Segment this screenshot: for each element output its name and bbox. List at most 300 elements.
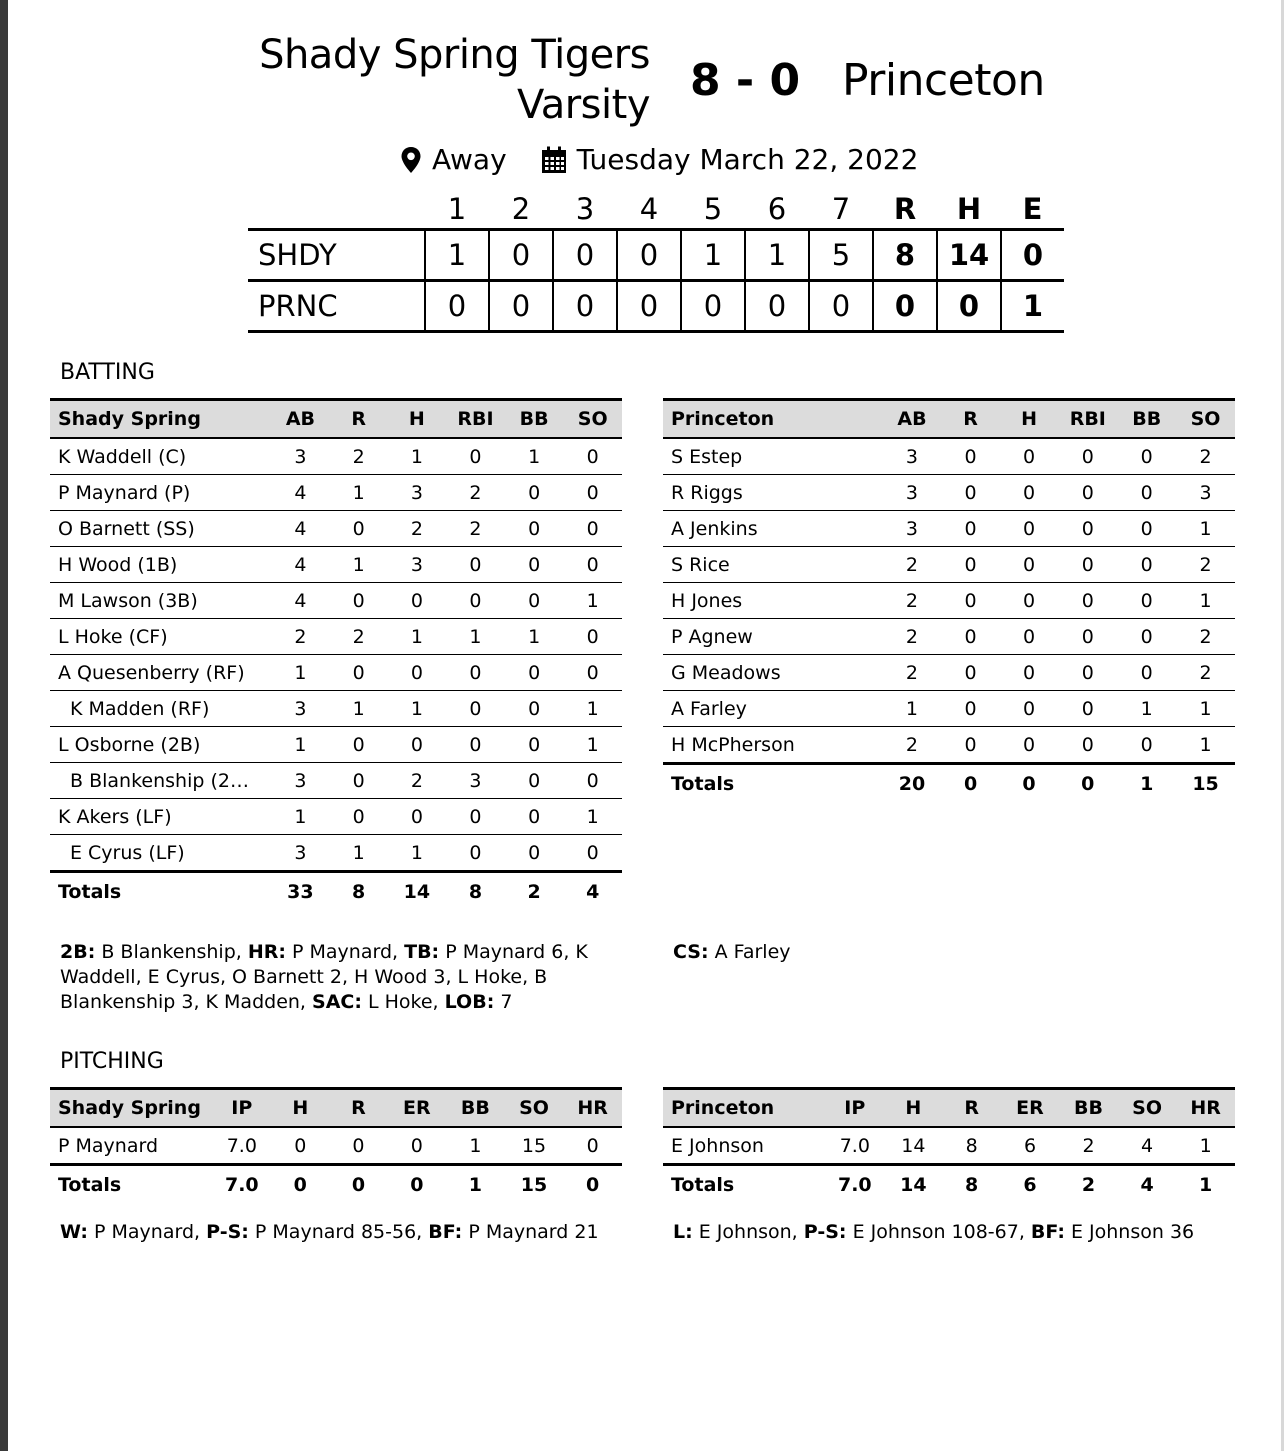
totals-value: 15 xyxy=(1192,773,1219,795)
stat-value: 0 xyxy=(1000,583,1058,619)
stat-value: 0 xyxy=(1117,438,1176,475)
table-row xyxy=(50,475,622,511)
linescore-cell: 14 xyxy=(937,230,1001,281)
note-text: P Maynard 21 xyxy=(462,1221,599,1243)
linescore-cell: 1 xyxy=(745,230,809,281)
note-text: E Johnson, xyxy=(692,1221,804,1243)
stat-value: 0 xyxy=(446,438,505,475)
stat-value: 4 xyxy=(271,475,330,511)
linescore-cell: 0 xyxy=(937,281,1001,332)
stat-value: 4 xyxy=(1118,1127,1177,1165)
totals-row xyxy=(50,1165,622,1205)
stat-value: 0 xyxy=(505,763,564,799)
player-name: A Quesenberry (RF) xyxy=(50,655,271,691)
note-text: P Maynard 85-56, xyxy=(248,1221,429,1243)
calendar-icon xyxy=(541,146,567,174)
stat-value: 1 xyxy=(505,619,564,655)
location-text: Away xyxy=(432,143,507,176)
note-text: E Johnson 108-67, xyxy=(846,1221,1031,1243)
note-text: A Farley xyxy=(708,941,791,963)
stat-column-header: BB xyxy=(1059,1089,1118,1128)
stat-value: 4 xyxy=(271,547,330,583)
totals-value: 7.0 xyxy=(224,1174,259,1196)
player-name: K Akers (LF) xyxy=(50,799,271,835)
stat-value: 3 xyxy=(883,511,942,547)
linescore-cell: 8 xyxy=(873,230,937,281)
stat-column-header: Shady Spring xyxy=(50,1089,212,1128)
stat-value: 0 xyxy=(941,511,999,547)
stat-column-header: SO xyxy=(563,400,622,439)
stat-value: 0 xyxy=(330,799,388,835)
stat-column-header: Shady Spring xyxy=(50,400,271,439)
stat-column-header: SO xyxy=(505,1089,564,1128)
team-name-line2: Varsity xyxy=(516,82,650,128)
linescore-cell: 0 xyxy=(745,281,809,332)
stat-value: 0 xyxy=(1000,438,1058,475)
stat-value: 1 xyxy=(388,438,446,475)
stat-value: 15 xyxy=(505,1127,564,1165)
note-label: BF: xyxy=(428,1221,463,1243)
stat-value: 2 xyxy=(883,547,942,583)
table-row xyxy=(50,438,622,475)
stat-value: 1 xyxy=(563,799,622,835)
stat-value: 1 xyxy=(330,835,388,872)
totals-value: 2 xyxy=(527,881,541,903)
totals-value: Totals xyxy=(671,773,735,795)
stat-column-header: R xyxy=(943,1089,1001,1128)
player-name: M Lawson (3B) xyxy=(50,583,271,619)
stat-value: 0 xyxy=(446,691,505,727)
totals-value: 8 xyxy=(352,881,366,903)
stat-value: 0 xyxy=(330,655,388,691)
left-window-edge xyxy=(0,0,8,1451)
stat-value: 0 xyxy=(330,727,388,763)
stat-value: 1 xyxy=(1176,691,1235,727)
totals-value: 14 xyxy=(403,881,431,903)
stat-value: 0 xyxy=(1117,619,1176,655)
stat-value: 0 xyxy=(388,655,446,691)
linescore-cell: 0 xyxy=(425,281,489,332)
totals-value: 33 xyxy=(287,881,314,903)
linescore-header xyxy=(248,190,1064,230)
stat-value: 2 xyxy=(388,511,446,547)
stat-value: 0 xyxy=(563,619,622,655)
stat-value: 3 xyxy=(271,691,330,727)
note-text: B Blankenship, xyxy=(95,941,248,963)
stat-column-header: RBI xyxy=(1058,400,1117,439)
stat-value: 0 xyxy=(1058,655,1117,691)
stat-value: 2 xyxy=(1176,547,1235,583)
totals-value: 8 xyxy=(965,1174,979,1196)
home-pitching-notes xyxy=(60,1220,620,1245)
away-pitching-table xyxy=(663,1087,1235,1204)
stat-value: 0 xyxy=(446,727,505,763)
totals-value: 0 xyxy=(410,1174,424,1196)
stat-value: 0 xyxy=(563,835,622,872)
totals-value: 15 xyxy=(520,1174,548,1196)
stat-value: 1 xyxy=(1176,511,1235,547)
stat-value: 0 xyxy=(1058,547,1117,583)
player-name: H McPherson xyxy=(663,727,883,764)
stat-value: 3 xyxy=(271,763,330,799)
stat-value: 0 xyxy=(941,655,999,691)
stat-value: 0 xyxy=(1117,511,1176,547)
stat-value: 0 xyxy=(941,727,999,764)
stat-value: 0 xyxy=(563,475,622,511)
inning-header: 5 xyxy=(703,192,723,226)
stat-value: 0 xyxy=(446,835,505,872)
note-label: P-S: xyxy=(803,1221,847,1243)
linescore-team-header xyxy=(248,190,425,230)
stat-value: 3 xyxy=(388,475,446,511)
stat-value: 0 xyxy=(1000,511,1058,547)
stat-value: 1 xyxy=(446,619,505,655)
note-label: TB: xyxy=(404,941,440,963)
linescore-cell: 0 xyxy=(489,230,553,281)
stat-value: 0 xyxy=(505,583,564,619)
linescore-cell: 5 xyxy=(809,230,873,281)
away-batting-table xyxy=(663,398,1235,803)
table-row xyxy=(50,511,622,547)
stat-value: 1 xyxy=(388,619,446,655)
totals-row xyxy=(50,872,622,912)
stat-column-header: RBI xyxy=(446,400,505,439)
stat-value: 1 xyxy=(883,691,942,727)
table-row xyxy=(50,547,622,583)
stat-column-header: SO xyxy=(1118,1089,1177,1128)
stat-value: 0 xyxy=(505,727,564,763)
stat-value: 1 xyxy=(563,691,622,727)
player-name: A Farley xyxy=(663,691,883,727)
inning-header: 1 xyxy=(447,192,467,226)
stat-column-header: IP xyxy=(825,1089,884,1128)
table-row xyxy=(50,655,622,691)
stat-value: 0 xyxy=(563,1127,622,1165)
stat-value: 0 xyxy=(941,438,999,475)
stat-value: 0 xyxy=(505,547,564,583)
table-row xyxy=(663,1127,1235,1165)
player-name: S Estep xyxy=(663,438,883,475)
stat-column-header: H xyxy=(388,400,446,439)
stat-value: 0 xyxy=(563,438,622,475)
stat-column-header: R xyxy=(941,400,999,439)
inning-header: E xyxy=(1022,192,1043,226)
linescore-cell: 0 xyxy=(809,281,873,332)
player-name: K Madden (RF) xyxy=(50,691,271,727)
stat-value: 0 xyxy=(1058,727,1117,764)
stat-value: 0 xyxy=(1117,655,1176,691)
player-name: P Maynard xyxy=(50,1127,212,1165)
player-name: B Blankenship (2… xyxy=(50,763,271,799)
inning-header: 2 xyxy=(511,192,531,226)
stat-value: 4 xyxy=(271,511,330,547)
stat-value: 2 xyxy=(1176,619,1235,655)
stat-value: 0 xyxy=(941,547,999,583)
stat-value: 0 xyxy=(1000,727,1058,764)
batting-section-title: BATTING xyxy=(60,360,155,385)
stat-value: 2 xyxy=(446,511,505,547)
stat-column-header: R xyxy=(330,400,388,439)
stat-column-header: Princeton xyxy=(663,400,883,439)
linescore-cell: 1 xyxy=(681,230,745,281)
away-pitching-notes xyxy=(673,1220,1243,1245)
stat-header-row xyxy=(663,1089,1235,1128)
note-text: P Maynard 6, K Waddell, E Cyrus, O Barnett 2, H Wood 3, L Hoke, B Blankenship 3, K Madden, xyxy=(60,941,588,1013)
table-row xyxy=(663,691,1235,727)
note-label: HR: xyxy=(247,941,286,963)
stat-column-header: H xyxy=(884,1089,942,1128)
stat-value: 0 xyxy=(271,1127,329,1165)
table-row xyxy=(50,727,622,763)
stat-value: 0 xyxy=(563,655,622,691)
stat-value: 0 xyxy=(1058,438,1117,475)
table-row xyxy=(50,619,622,655)
table-row xyxy=(663,438,1235,475)
linescore-cell: 0 xyxy=(1001,230,1064,281)
stat-value: 4 xyxy=(271,583,330,619)
table-row xyxy=(663,547,1235,583)
pitching-section-title: PITCHING xyxy=(60,1049,164,1074)
totals-value: Totals xyxy=(58,881,122,903)
totals-value: 0 xyxy=(293,1174,307,1196)
linescore-cell: 0 xyxy=(681,281,745,332)
stat-header-row xyxy=(50,1089,622,1128)
stat-value: 1 xyxy=(388,691,446,727)
table-row xyxy=(50,799,622,835)
stat-value: 2 xyxy=(1176,438,1235,475)
linescore-cell: 0 xyxy=(617,281,681,332)
stat-value: 0 xyxy=(446,655,505,691)
stat-value: 7.0 xyxy=(825,1127,884,1165)
stat-value: 1 xyxy=(388,835,446,872)
stat-column-header: ER xyxy=(1001,1089,1060,1128)
stat-value: 0 xyxy=(941,619,999,655)
stat-value: 1 xyxy=(271,727,330,763)
stat-value: 3 xyxy=(446,763,505,799)
stat-value: 0 xyxy=(388,727,446,763)
note-text: P Maynard, xyxy=(87,1221,207,1243)
stat-column-header: IP xyxy=(212,1089,271,1128)
linescore-table xyxy=(248,190,1064,333)
stat-value: 7.0 xyxy=(212,1127,271,1165)
stat-header-row xyxy=(663,400,1235,439)
stat-value: 1 xyxy=(1176,1127,1235,1165)
stat-value: 0 xyxy=(446,583,505,619)
totals-value: Totals xyxy=(671,1174,735,1196)
player-name: A Jenkins xyxy=(663,511,883,547)
note-text: P Maynard, xyxy=(285,941,405,963)
stat-column-header: HR xyxy=(1176,1089,1235,1128)
stat-column-header: H xyxy=(1000,400,1058,439)
table-row xyxy=(50,1127,622,1165)
stat-value: 1 xyxy=(330,691,388,727)
note-label: SAC: xyxy=(312,991,362,1013)
note-label: LOB: xyxy=(444,991,495,1013)
away-batting-notes xyxy=(673,940,1233,965)
inning-header: 6 xyxy=(767,192,787,226)
note-label: L: xyxy=(673,1221,693,1243)
stat-column-header: BB xyxy=(446,1089,505,1128)
linescore-cell: 1 xyxy=(425,230,489,281)
stat-column-header: BB xyxy=(505,400,564,439)
stat-value: 0 xyxy=(505,835,564,872)
home-batting-notes xyxy=(60,940,620,1015)
final-score: 8 - 0 xyxy=(690,55,801,106)
linescore-body xyxy=(248,230,1064,332)
stat-value: 2 xyxy=(446,475,505,511)
player-name: E Johnson xyxy=(663,1127,825,1165)
stat-value: 2 xyxy=(883,655,942,691)
inning-header: 7 xyxy=(831,192,851,226)
stat-value: 0 xyxy=(1000,475,1058,511)
stat-value: 1 xyxy=(271,655,330,691)
note-text: E Johnson 36 xyxy=(1064,1221,1195,1243)
stat-column-header: H xyxy=(271,1089,329,1128)
linescore-row xyxy=(248,281,1064,332)
note-label: P-S: xyxy=(206,1221,249,1243)
inning-header: R xyxy=(893,192,917,226)
stat-column-header: HR xyxy=(563,1089,622,1128)
stat-value: 14 xyxy=(884,1127,942,1165)
table-row xyxy=(663,619,1235,655)
stat-column-header: SO xyxy=(1176,400,1235,439)
stat-value: 0 xyxy=(1058,691,1117,727)
totals-value: 0 xyxy=(963,773,978,795)
team-name-line1: Shady Spring Tigers xyxy=(259,32,650,78)
stat-value: 0 xyxy=(1117,475,1176,511)
stat-column-header: R xyxy=(329,1089,387,1128)
stat-value: 0 xyxy=(1058,475,1117,511)
note-label: W: xyxy=(60,1221,88,1243)
stat-value: 0 xyxy=(446,799,505,835)
opponent-name: Princeton xyxy=(842,55,1045,106)
stat-value: 0 xyxy=(505,475,564,511)
game-meta xyxy=(400,140,918,180)
stat-value: 3 xyxy=(271,438,330,475)
table-row xyxy=(50,763,622,799)
totals-value: 8 xyxy=(468,881,483,903)
totals-value: 7.0 xyxy=(837,1174,872,1196)
stat-column-header: ER xyxy=(388,1089,447,1128)
note-label: CS: xyxy=(673,941,709,963)
stat-value: 0 xyxy=(1000,547,1058,583)
home-batting-table xyxy=(50,398,622,911)
linescore-cell: 0 xyxy=(553,230,617,281)
stat-value: 1 xyxy=(1176,727,1235,764)
stat-value: 0 xyxy=(941,475,999,511)
stat-value: 0 xyxy=(1058,619,1117,655)
stat-value: 0 xyxy=(1117,727,1176,764)
stat-value: 1 xyxy=(505,438,564,475)
note-text: 7 xyxy=(494,991,513,1013)
note-label: BF: xyxy=(1030,1221,1065,1243)
totals-value: 0 xyxy=(1022,773,1036,795)
linescore-cell: 0 xyxy=(873,281,937,332)
stat-column-header: Princeton xyxy=(663,1089,825,1128)
stat-value: 0 xyxy=(1000,691,1058,727)
table-row xyxy=(663,727,1235,764)
player-name: R Riggs xyxy=(663,475,883,511)
stat-value: 8 xyxy=(943,1127,1001,1165)
stat-value: 0 xyxy=(330,511,388,547)
stat-value: 0 xyxy=(505,799,564,835)
stat-value: 2 xyxy=(1059,1127,1118,1165)
stat-value: 1 xyxy=(330,475,388,511)
player-name: O Barnett (SS) xyxy=(50,511,271,547)
stat-value: 2 xyxy=(271,619,330,655)
player-name: K Waddell (C) xyxy=(50,438,271,475)
stat-value: 2 xyxy=(883,727,942,764)
stat-value: 1 xyxy=(1176,583,1235,619)
stat-value: 3 xyxy=(388,547,446,583)
stat-value: 0 xyxy=(330,763,388,799)
stat-value: 2 xyxy=(388,763,446,799)
stat-value: 1 xyxy=(271,799,330,835)
totals-value: 1 xyxy=(1140,773,1154,795)
stat-value: 1 xyxy=(1117,691,1176,727)
stat-value: 3 xyxy=(1176,475,1235,511)
stat-value: 2 xyxy=(330,438,388,475)
stat-column-header: AB xyxy=(271,400,330,439)
stat-value: 1 xyxy=(330,547,388,583)
totals-value: 1 xyxy=(1199,1174,1213,1196)
player-name: G Meadows xyxy=(663,655,883,691)
table-row xyxy=(50,835,622,872)
stat-value: 0 xyxy=(446,547,505,583)
totals-value: 4 xyxy=(586,881,600,903)
stat-value: 0 xyxy=(1117,583,1176,619)
table-row xyxy=(663,475,1235,511)
table-row xyxy=(50,583,622,619)
stat-value: 1 xyxy=(563,727,622,763)
stat-value: 0 xyxy=(1000,619,1058,655)
player-name: P Agnew xyxy=(663,619,883,655)
linescore-row xyxy=(248,230,1064,281)
table-row xyxy=(663,655,1235,691)
totals-row xyxy=(663,764,1235,804)
totals-value: 0 xyxy=(351,1174,366,1196)
linescore-team: SHDY xyxy=(258,238,337,272)
stat-value: 0 xyxy=(563,511,622,547)
stat-value: 2 xyxy=(1176,655,1235,691)
stat-value: 0 xyxy=(388,1127,447,1165)
totals-value: Totals xyxy=(58,1174,122,1196)
map-pin-icon xyxy=(400,146,422,174)
linescore-cell: 1 xyxy=(1001,281,1064,332)
stat-value: 0 xyxy=(388,583,446,619)
stat-value: 0 xyxy=(941,583,999,619)
stat-value: 6 xyxy=(1001,1127,1060,1165)
note-label: 2B: xyxy=(60,941,96,963)
stat-value: 0 xyxy=(1117,547,1176,583)
stat-value: 0 xyxy=(563,547,622,583)
totals-value: 0 xyxy=(586,1174,600,1196)
player-name: P Maynard (P) xyxy=(50,475,271,511)
player-name: H Jones xyxy=(663,583,883,619)
stat-column-header: BB xyxy=(1117,400,1176,439)
player-name: E Cyrus (LF) xyxy=(50,835,271,872)
stat-value: 1 xyxy=(446,1127,505,1165)
stat-column-header: AB xyxy=(883,400,942,439)
totals-value: 14 xyxy=(900,1174,927,1196)
stat-value: 2 xyxy=(330,619,388,655)
player-name: L Osborne (2B) xyxy=(50,727,271,763)
player-name: L Hoke (CF) xyxy=(50,619,271,655)
stat-value: 0 xyxy=(505,655,564,691)
stat-value: 3 xyxy=(271,835,330,872)
date-text: Tuesday March 22, 2022 xyxy=(576,143,919,176)
stat-value: 0 xyxy=(388,799,446,835)
